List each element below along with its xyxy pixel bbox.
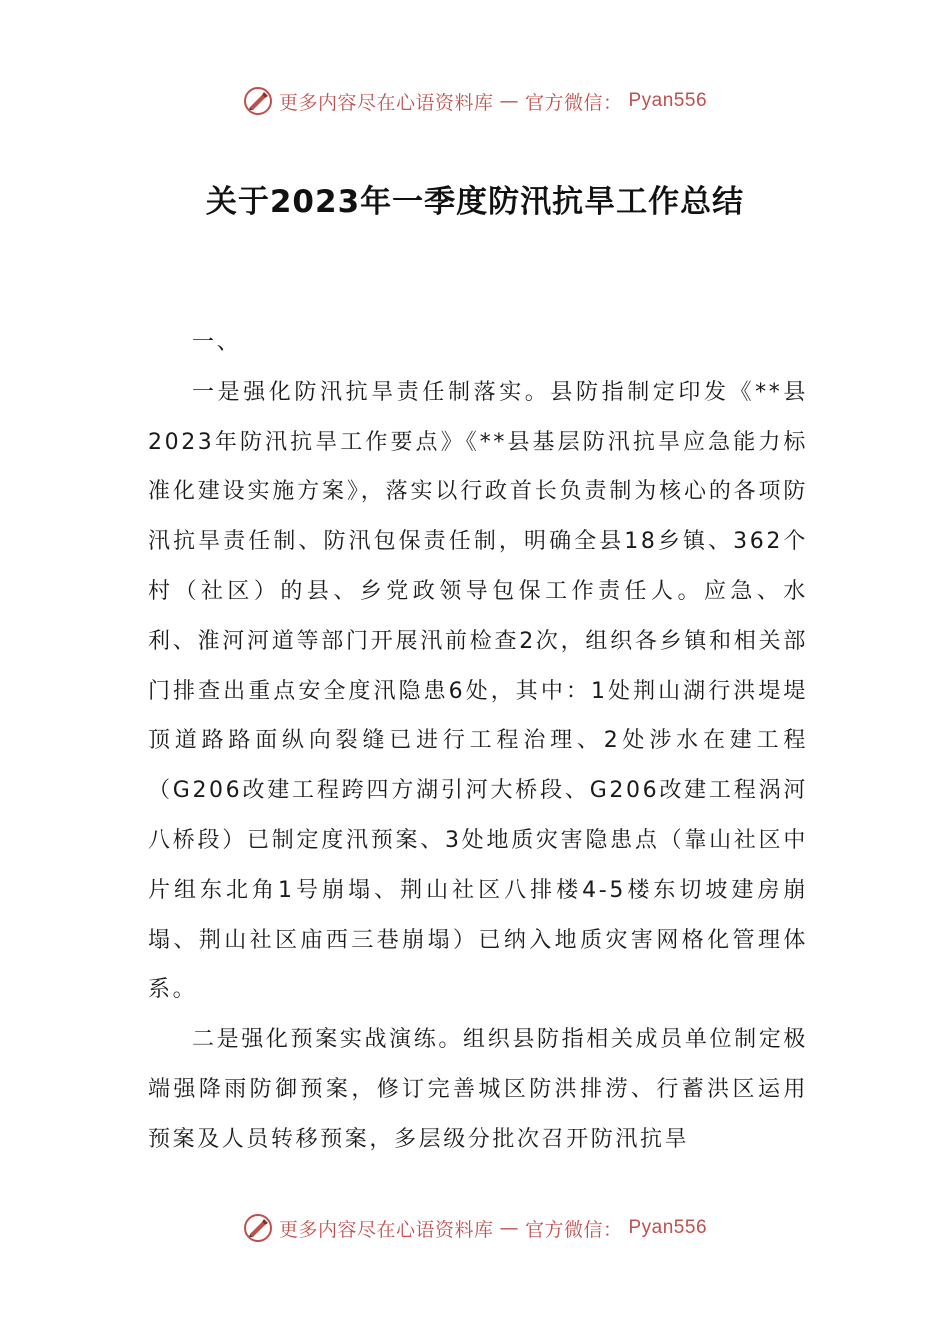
pen-logo-icon [243, 1213, 273, 1243]
paragraph: 二是强化预案实战演练。组织县防指相关成员单位制定极端强降雨防御预案，修订完善城区防洪排涝、行蓄洪区运用预案及人员转移预案，多层级分批次召开防汛抗旱 [148, 1027, 808, 1152]
header-watermark [0, 86, 950, 116]
document-title: 关于2023年一季度防汛抗旱工作总结 [205, 184, 745, 220]
watermark-contact-label: 官方微信： [524, 1218, 623, 1241]
document-body [148, 318, 808, 1165]
pen-logo-icon [243, 86, 273, 116]
footer-watermark [0, 1213, 950, 1243]
paragraph: 一是强化防汛抗旱责任制落实。县防指制定印发《**县2023年防汛抗旱工作要点》《**县基层防汛抗旱应急能力标准化建设实施方案》，落实以行政首长负责制为核心的各项防汛抗旱责任制、防汛包保责任制，明确全县18乡镇、362个村（社区）的县、乡党政领导包保工作责任人。应急、水利、淮河河道等部门开展汛前检查2次，组织各乡镇和相关部门排查出重点安全度汛隐患6处，其中：1处荆山湖行洪堤堤顶道路路面纵向裂缝已进行工程治理、2处涉水在建工程（G206改建工程跨四方湖引河大桥段、G206改建工程涡河八桥段）已制定度汛预案、3处地质灾害隐患点（靠山社区中片组东北角1号崩塌、荆山社区八排楼4-5楼东切坡建房崩塌、荆山社区庙西三巷崩塌）已纳入地质灾害网格化管理体系。 [148, 379, 808, 1003]
watermark-contact-code: Pyan556 [628, 90, 708, 111]
watermark-contact-code: Pyan556 [628, 1217, 708, 1238]
watermark-text: 更多内容尽在心语资料库 [278, 91, 494, 114]
watermark-separator: — [499, 1217, 519, 1239]
watermark-contact-label: 官方微信： [524, 91, 623, 114]
watermark-separator: — [499, 90, 519, 112]
watermark-text: 更多内容尽在心语资料库 [278, 1218, 494, 1241]
section-heading: 一、 [192, 330, 242, 355]
